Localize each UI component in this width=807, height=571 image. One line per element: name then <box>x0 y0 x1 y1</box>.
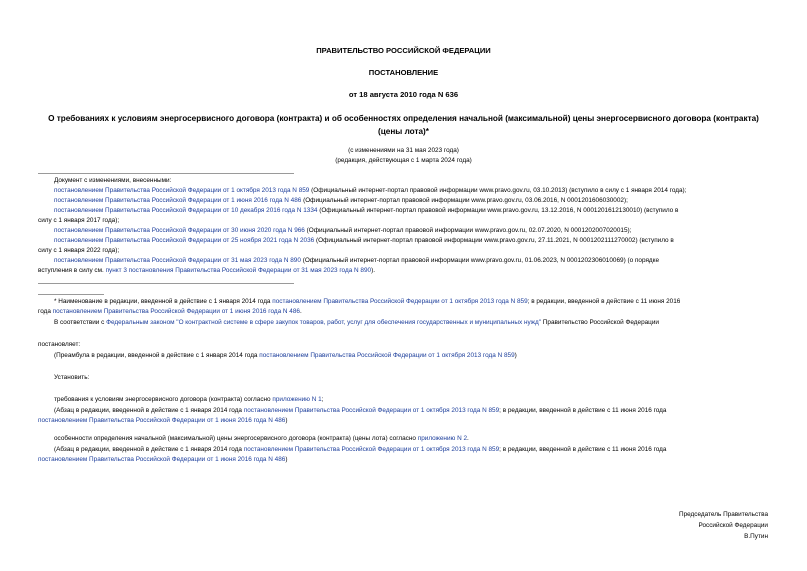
footnote-continuation: года постановлением Правительства Российской Федерации от 1 июня 2016 года N 486. <box>38 308 302 315</box>
footnote-link[interactable]: постановлением Правительства Российской Федерации от 1 июня 2016 года N 486 <box>52 308 300 315</box>
changes-note: (с изменениями на 31 мая 2023 года) <box>348 147 459 154</box>
paragraph-edition-continuation: постановлением Правительства Российской Федерации от 1 июня 2016 года N 486) <box>38 456 288 463</box>
signature-title: Председатель Правительства <box>679 511 768 518</box>
features-paragraph: особенности определения начальной (максимальной) цены энергосервисного договора (контракта) (цены лота) согласно приложению N 2. <box>54 435 469 442</box>
footnote-rule <box>38 294 104 295</box>
amendment-item: постановлением Правительства Российской Федерации от 31 мая 2023 года N 890 (Официальный интернет-портал правовой информации www.pravo.gov.ru, 01.06.2023, N 0001202306010069) (о порядке <box>54 257 660 264</box>
amendment-item: постановлением Правительства Российской Федерации от 1 июня 2016 года N 486 (Официальный интернет-портал правовой информации www.pravo.gov.ru, 03.06.2016, N 0001201606030002); <box>54 197 628 204</box>
footnote-link[interactable]: постановлением Правительства Российской Федерации от 1 октября 2013 года N 859 <box>272 298 528 305</box>
amendment-item: постановлением Правительства Российской Федерации от 10 декабря 2016 года N 1334 (Официальный интернет-портал правовой информации www.pravo.gov.ru, 13.12.2016, N 0001201612130010) (вступило в <box>54 207 679 214</box>
appendix-1-link[interactable]: приложению N 1 <box>272 396 322 403</box>
decides-text: постановляет: <box>38 341 81 348</box>
federal-law-link[interactable]: Федеральным законом "О контрактной системе в сфере закупок товаров, работ, услуг для обеспечения государственных и муниципальных нужд" <box>106 319 542 326</box>
preamble-note: (Преамбула в редакции, введенной в действие с 1 января 2014 года постановлением Правительства Российской Федерации от 1 октября 2013 года N 859) <box>54 352 517 359</box>
requirements-paragraph: требования к условиям энергосервисного договора (контракта) согласно приложению N 1; <box>54 396 324 403</box>
edition-link[interactable]: постановлением Правительства Российской Федерации от 1 октября 2013 года N 859 <box>243 407 500 414</box>
edition-note: (редакция, действующая с 1 марта 2024 года) <box>335 157 472 164</box>
amendment-link[interactable]: постановлением Правительства Российской Федерации от 10 декабря 2016 года N 1334 <box>54 207 318 214</box>
divider-top <box>38 173 294 174</box>
establish-text: Установить: <box>54 374 90 381</box>
divider-bottom <box>38 283 294 284</box>
document-title: О требованиях к условиям энергосервисного договора (контракта) и об особенностях определения начальной (максимальной) цены энергосервисного договора (контракта) (цены лота)* <box>48 114 759 136</box>
amendment-link[interactable]: постановлением Правительства Российской Федерации от 1 октября 2013 года N 859 <box>54 187 310 194</box>
appendix-2-link[interactable]: приложению N 2 <box>417 435 468 442</box>
footnote: * Наименование в редакции, введенной в действие с 1 января 2014 года постановлением Правительства Российской Федерации от 1 октября 2013 года N 859; в редакции, введенной в действие с 11 июня 2016 <box>54 298 681 305</box>
paragraph-edition-note: (Абзац в редакции, введенной в действие с 1 января 2014 года постановлением Правительства Российской Федерации от 1 октября 2013 года N 859; в редакции, введенной в действие с 11 июня 2016 года <box>54 446 667 453</box>
amendment-item: постановлением Правительства Российской Федерации от 30 июня 2020 года N 966 (Официальный интернет-портал правовой информации www.pravo.gov.ru, 02.07.2020, N 0001202007020015); <box>54 227 632 234</box>
amendment-continuation: силу с 1 января 2017 года); <box>38 217 120 224</box>
preamble-link[interactable]: постановлением Правительства Российской Федерации от 1 октября 2013 года N 859 <box>259 352 515 359</box>
amendments-intro: Документ с изменениями, внесенными: <box>54 177 172 184</box>
edition-link[interactable]: постановлением Правительства Российской Федерации от 1 июня 2016 года N 486 <box>38 456 286 463</box>
amendment-link[interactable]: постановлением Правительства Российской Федерации от 25 ноября 2021 года N 2036 <box>54 237 315 244</box>
edition-link[interactable]: постановлением Правительства Российской Федерации от 1 июня 2016 года N 486 <box>38 417 286 424</box>
amendment-link[interactable]: постановлением Правительства Российской Федерации от 31 мая 2023 года N 890 <box>54 257 301 264</box>
edition-link[interactable]: постановлением Правительства Российской Федерации от 1 октября 2013 года N 859 <box>243 446 500 453</box>
amendment-continuation: вступления в силу см. пункт 3 постановления Правительства Российской Федерации от 31 мая 2023 года N 890). <box>38 267 375 274</box>
government-name: ПРАВИТЕЛЬСТВО РОССИЙСКОЙ ФЕДЕРАЦИИ <box>316 46 491 55</box>
amendment-item: постановлением Правительства Российской Федерации от 25 ноября 2021 года N 2036 (Официальный интернет-портал правовой информации www.pravo.gov.ru, 27.11.2021, N 0001202111270002) (вступило в <box>54 237 674 244</box>
amendment-link[interactable]: пункт 3 постановления Правительства Российской Федерации от 31 мая 2023 года N 890 <box>105 267 372 274</box>
amendment-continuation: силу с 1 января 2022 года); <box>38 247 120 254</box>
amendment-item: постановлением Правительства Российской Федерации от 1 октября 2013 года N 859 (Официальный интернет-портал правовой информации www.pravo.gov.ru, 03.10.2013) (вступило в силу с 1 января 2014 года); <box>54 187 687 194</box>
amendment-link[interactable]: постановлением Правительства Российской Федерации от 1 июня 2016 года N 486 <box>54 197 302 204</box>
paragraph-edition-continuation: постановлением Правительства Российской Федерации от 1 июня 2016 года N 486) <box>38 417 288 424</box>
signature-country: Российской Федерации <box>698 522 768 529</box>
signature-name: В.Путин <box>744 533 768 540</box>
document-date-number: от 18 августа 2010 года N 636 <box>348 90 459 99</box>
accordance-paragraph: В соответствии с Федеральным законом "О контрактной системе в сфере закупок товаров, работ, услуг для обеспечения государственных и муниципальных нужд" Правительство Российской Федерации <box>54 319 659 326</box>
document-type: ПОСТАНОВЛЕНИЕ <box>368 68 439 77</box>
paragraph-edition-note: (Абзац в редакции, введенной в действие с 1 января 2014 года постановлением Правительства Российской Федерации от 1 октября 2013 года N 859; в редакции, введенной в действие с 11 июня 2016 года <box>54 407 667 414</box>
amendment-link[interactable]: постановлением Правительства Российской Федерации от 30 июня 2020 года N 966 <box>54 227 305 234</box>
